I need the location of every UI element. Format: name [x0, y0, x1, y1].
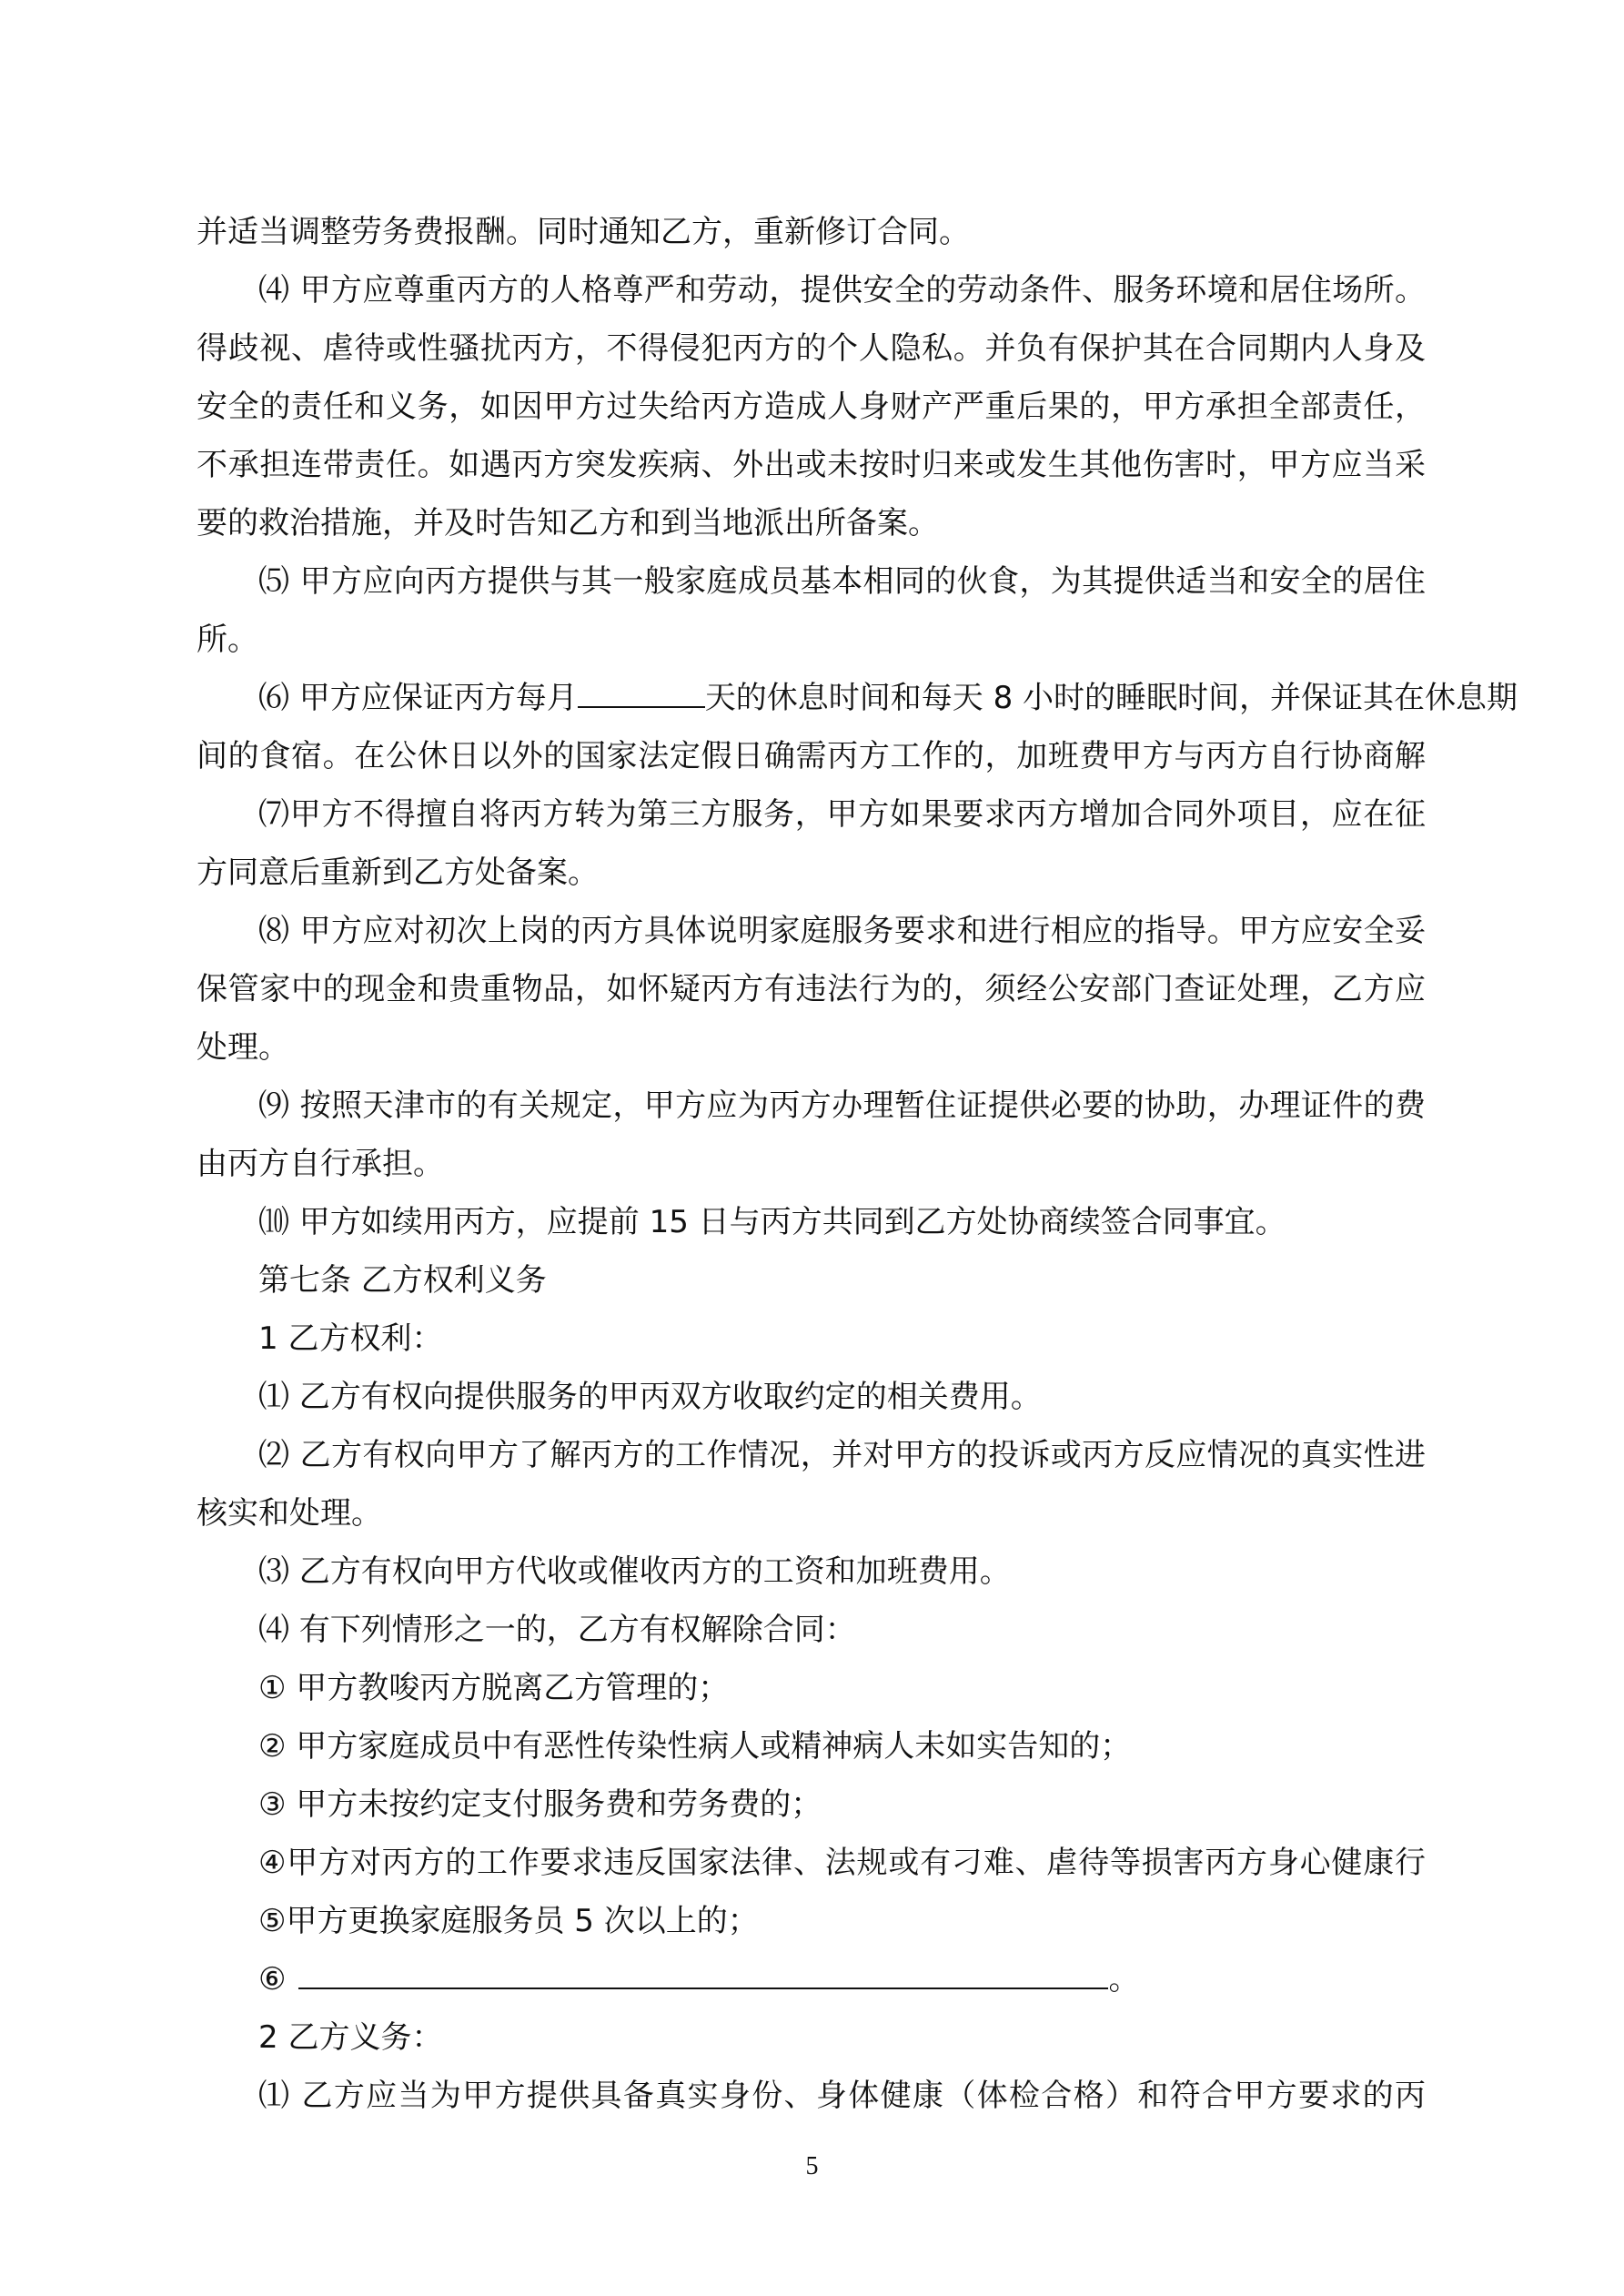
text-segment: 。 — [1108, 1961, 1140, 1998]
text-line: ③ 甲方未按约定支付服务费和劳务费的； — [258, 1786, 822, 1823]
text-line: ⑴ 乙方有权向提供服务的甲丙双方收取约定的相关费用。 — [258, 1379, 1042, 1415]
text-line: 间的食宿。在公休日以外的国家法定假日确需丙方工作的，加班费甲方与丙方自行协商解 — [197, 738, 1426, 774]
text-line: 第七条 乙方权利义务 — [258, 1262, 547, 1299]
text-line: ⑼ 按照天津市的有关规定，甲方应为丙方办理暂住证提供必要的协助，办理证件的费 — [258, 1087, 1426, 1124]
text-segment: ⑹ 甲方应保证丙方每月 — [258, 680, 578, 716]
text-line: 核实和处理。 — [197, 1495, 382, 1532]
text-line: 不承担连带责任。如遇丙方突发疾病、外出或未按时归来或发生其他伤害时，甲方应当采 — [197, 447, 1426, 483]
text-line: ⑻ 甲方应对初次上岗的丙方具体说明家庭服务要求和进行相应的指导。甲方应安全妥 — [258, 913, 1426, 949]
fill-in-blank — [578, 670, 705, 708]
text-line: 处理。 — [197, 1029, 289, 1066]
text-line: ⑶ 乙方有权向甲方代收或催收丙方的工资和加班费用。 — [258, 1553, 1011, 1590]
text-line: ⑷ 甲方应尊重丙方的人格尊严和劳动，提供安全的劳动条件、服务环境和居住场所。 — [258, 272, 1426, 308]
text-line: 2 乙方义务： — [258, 2019, 443, 2056]
text-line: 并适当调整劳务费报酬。同时通知乙方，重新修订合同。 — [197, 214, 970, 250]
page-number: 5 — [805, 2152, 819, 2180]
text-line: 得歧视、虐待或性骚扰丙方，不得侵犯丙方的个人隐私。并负有保护其在合同期内人身及 — [197, 330, 1426, 367]
text-line: 保管家中的现金和贵重物品，如怀疑丙方有违法行为的，须经公安部门查证处理，乙方应 — [197, 971, 1426, 1007]
text-line: 安全的责任和义务，如因甲方过失给丙方造成人身财产严重后果的，甲方承担全部责任， — [197, 389, 1426, 425]
text-line: 要的救治措施，并及时告知乙方和到当地派出所备案。 — [197, 505, 939, 541]
text-line: 方同意后重新到乙方处备案。 — [197, 855, 599, 891]
text-line: 由丙方自行承担。 — [197, 1146, 444, 1182]
text-line: ⑸ 甲方应向丙方提供与其一般家庭成员基本相同的伙食，为其提供适当和安全的居住 — [258, 563, 1426, 600]
text-line: ② 甲方家庭成员中有恶性传染性病人或精神病人未如实告知的； — [258, 1728, 1132, 1765]
fill-in-blank — [298, 1951, 1108, 1989]
text-line: ⑴ 乙方应当为甲方提供具备真实身份、身体健康（体检合格）和符合甲方要求的丙 — [258, 2078, 1426, 2114]
text-segment: 天的休息时间和每天 8 小时的睡眠时间，并保证其在休息期 — [704, 680, 1518, 716]
text-line: ⑵ 乙方有权向甲方了解丙方的工作情况，并对甲方的投诉或丙方反应情况的真实性进 — [258, 1437, 1426, 1473]
text-segment: ⑥ — [258, 1961, 287, 1998]
text-line: ① 甲方教唆丙方脱离乙方管理的； — [258, 1670, 730, 1706]
text-line: ⑺甲方不得擅自将丙方转为第三方服务，甲方如果要求丙方增加合同外项目，应在征 — [258, 796, 1426, 833]
text-line: ④甲方对丙方的工作要求违反国家法律、法规或有刁难、虐待等损害丙方身心健康行 — [258, 1845, 1426, 1881]
text-line: 1 乙方权利： — [258, 1320, 443, 1357]
text-line — [258, 1950, 1426, 2008]
text-line: ⑤甲方更换家庭服务员 5 次以上的； — [258, 1903, 759, 1939]
text-line — [258, 669, 1518, 727]
text-line: ⑷ 有下列情形之一的，乙方有权解除合同： — [258, 1612, 856, 1648]
text-line: ⑽ 甲方如续用丙方，应提前 15 日与丙方共同到乙方处协商续签合同事宜。 — [258, 1204, 1286, 1240]
text-line: 所。 — [197, 622, 258, 658]
